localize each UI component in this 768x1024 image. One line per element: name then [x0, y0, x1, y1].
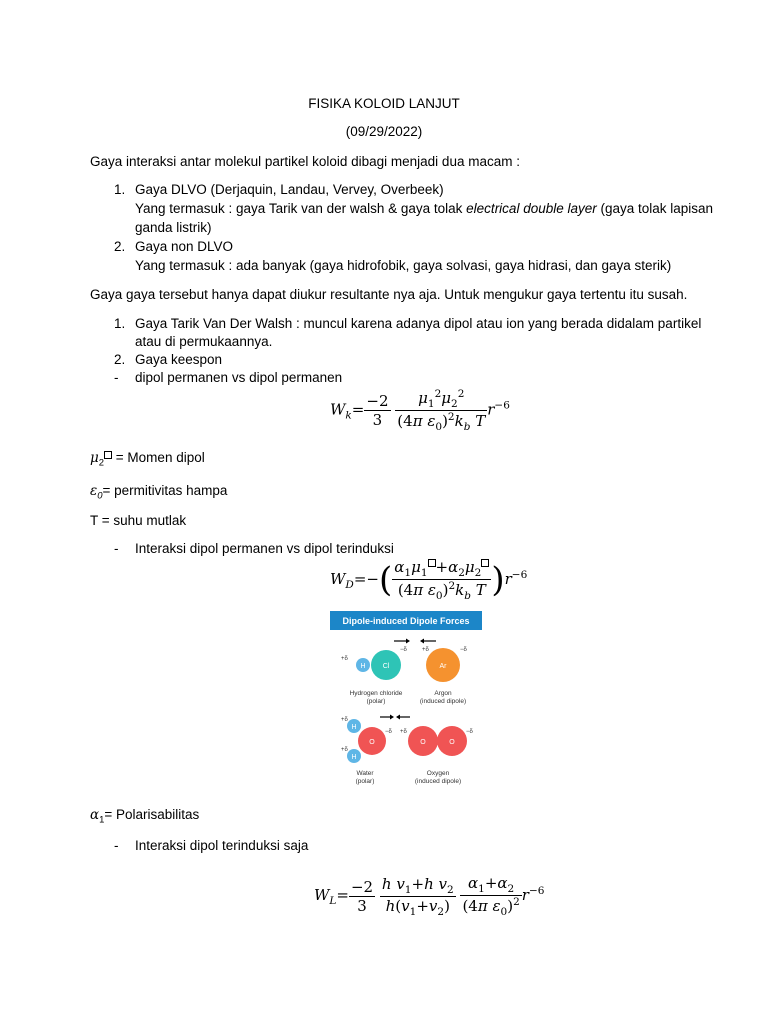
mu-symbol: μ [90, 450, 99, 466]
dipole-figure-svg [328, 608, 484, 793]
document-date: (09/29/2022) [345, 124, 423, 139]
hcl-plus-delta: +δ [341, 656, 348, 662]
equation-wd: $W_D=-$( $\frac{\alpha_1\mu_1 +\alpha_2\mu_2}{(4\pi \varepsilon_0)^2k_b T}$ )$r^{-6}$ [330, 558, 528, 602]
arrow-left-head-icon [420, 639, 424, 644]
equation-wl: $W_L=$ $\frac{-2}{3}$ $\frac{h v_1+h v_2}{h(v_1+v_2)}$ $\frac{\alpha_1+\alpha_2}{(4\pi \varepsilon_0)^2}$ $r^{-6}$ [314, 874, 545, 918]
list1-item-1-text-a: Yang termasuk : gaya Tarik van der walsh & gaya tolak [135, 201, 467, 216]
o-label-oxygen-1: O [420, 739, 426, 746]
water-caption-1: Water [356, 770, 374, 777]
oxy-caption-1: Oxygen [426, 770, 450, 777]
ar-caption-2: (induced dipole) [419, 698, 467, 705]
oxy-plus-delta: +δ [400, 729, 407, 735]
o-label-oxygen-2: O [449, 739, 455, 746]
water-plus-delta-2: +δ [341, 747, 348, 753]
equation-wk: $W_k=$ $\frac{-2}{3}$ $\frac{\mu_1^2\mu_2^2}{(4\pi \varepsilon_0)^2k_b T}$ $r^{-6}$ [330, 388, 510, 433]
oxy-caption-2: (induced dipole) [414, 778, 462, 785]
list1-item-1-line3: ganda listrik) [135, 220, 212, 235]
intro-paragraph: Gaya interaksi antar molekul partikel koloid dibagi menjadi dua macam : [90, 154, 520, 169]
bullet2-dash: - [114, 541, 119, 556]
list1-item-1-line2 [135, 201, 713, 216]
list2-item-2-line1: Gaya keespon [135, 352, 223, 367]
list1-item-1-line1: Gaya DLVO (Derjaquin, Landau, Vervey, Overbeek) [135, 182, 444, 197]
equation-wl-frac3: $\frac{\alpha_1+\alpha_2}{(4\pi \varepsilon_0)^2}$ [462, 874, 520, 918]
mu-definition: $\mu_2$ = Momen dipol [90, 450, 205, 469]
list1-num-1: 1. [114, 182, 126, 197]
list1-item-1-text-italic: electrical double layer [466, 201, 597, 216]
hcl-minus-delta: −δ [400, 647, 407, 653]
bullet1-dash: - [114, 370, 119, 385]
equation-wl-frac2: $\frac{h v_1+h v_2}{h(v_1+v_2)}$ [381, 874, 454, 918]
arrow-right-head-icon [406, 639, 410, 644]
t-definition: T = suhu mutlak [90, 513, 187, 528]
mu-definition-text: = Momen dipol [115, 450, 205, 465]
epsilon-symbol: ε [90, 483, 98, 499]
list1-item-2-line2: Yang termasuk : ada banyak (gaya hidrofobik, gaya solvasi, gaya hidrasi, dan gaya sterik) [135, 258, 672, 273]
equation-wd-frac: $\frac{\alpha_1\mu_1 +\alpha_2\mu_2}{(4\pi \varepsilon_0)^2k_b T}$ [392, 558, 491, 602]
ar-caption-1: Argon [434, 690, 452, 697]
h-label-water-2: H [351, 754, 357, 761]
figure-header-text: Dipole-induced Dipole Forces [342, 616, 470, 626]
equation-wk-frac1: $\frac{-2}{3}$ [366, 392, 389, 429]
list2-num-2: 2. [114, 352, 126, 367]
arrow-right-2-head-icon [390, 715, 394, 720]
ar-plus-delta: +δ [422, 647, 429, 653]
bullet3-text: Interaksi dipol terinduksi saja [135, 838, 309, 853]
list2-num-1: 1. [114, 316, 126, 331]
oxy-minus-delta: −δ [466, 729, 473, 735]
water-plus-delta-1: +δ [341, 717, 348, 723]
document-title: FISIKA KOLOID LANJUT [308, 96, 460, 111]
water-caption-2: (polar) [355, 778, 375, 785]
water-minus-delta: −δ [385, 729, 392, 735]
epsilon-definition-text: = permitivitas hampa [102, 483, 228, 498]
epsilon-definition: $\varepsilon_0=$ permitivitas hampa [90, 483, 228, 502]
ar-label: Ar [439, 663, 447, 670]
ar-minus-delta: −δ [460, 647, 467, 653]
alpha-symbol: α [90, 807, 100, 823]
list2-item-1-line1: Gaya Tarik Van Der Walsh : muncul karena adanya dipol atau ion yang berada didalam partikel [135, 316, 702, 331]
hcl-caption-1: Hydrogen chloride [349, 690, 403, 697]
cl-label: Cl [382, 663, 390, 670]
bullet2-text: Interaksi dipol permanen vs dipol terinduksi [135, 541, 394, 556]
h-label-water-1: H [351, 724, 357, 731]
list1-item-2-line1: Gaya non DLVO [135, 239, 234, 254]
placeholder-box [104, 451, 112, 459]
arrow-left-2-head-icon [396, 715, 400, 720]
paragraph-2: Gaya gaya tersebut hanya dapat diukur resultante nya aja. Untuk mengukur gaya tertentu itu susah. [90, 287, 688, 302]
dipole-induced-figure [328, 608, 484, 793]
list2-item-1-line2: atau di permukaannya. [135, 334, 273, 349]
o-label-water: O [369, 739, 375, 746]
bullet3-dash: - [114, 838, 119, 853]
equation-wl-frac1: $\frac{-2}{3}$ [350, 877, 374, 915]
list1-item-1-text-c: (gaya tolak lapisan [596, 201, 714, 216]
alpha-definition-text: = Polarisabilitas [104, 807, 200, 822]
list1-num-2: 2. [114, 239, 126, 254]
h-label-hcl: H [360, 663, 366, 670]
bullet1-text: dipol permanen vs dipol permanen [135, 370, 343, 385]
hcl-caption-2: (polar) [366, 698, 386, 705]
equation-wk-frac2: $\frac{\mu_1^2\mu_2^2}{(4\pi \varepsilon_0)^2k_b T}$ [397, 388, 486, 433]
alpha-definition: $\alpha_1=$ Polarisabilitas [90, 807, 200, 826]
